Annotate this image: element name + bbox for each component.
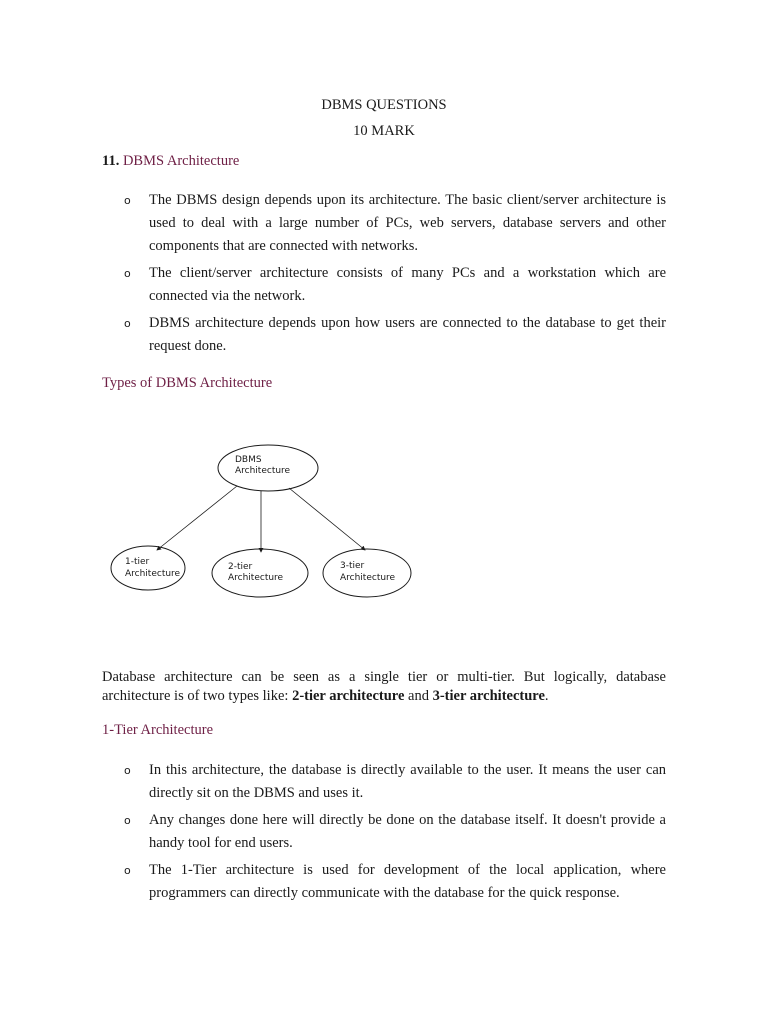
node-1tier-label-2: Architecture: [125, 569, 181, 579]
list-item: [102, 262, 666, 308]
section-title: DBMS Architecture: [122, 153, 240, 169]
root-node-label-2: Architecture: [235, 466, 291, 476]
document-subtitle: 10 MARK: [353, 123, 415, 139]
list-item: [102, 312, 666, 358]
list-item: [102, 759, 666, 805]
bullet-marker: o: [124, 194, 131, 207]
types-heading: Types of DBMS Architecture: [102, 375, 273, 391]
one-tier-bullet-list: [102, 759, 666, 909]
root-node-label-1: DBMS: [235, 455, 262, 465]
section-heading: [102, 152, 239, 170]
bullet-text: DBMS architecture depends upon how users are connected to the database to get their request done.: [149, 315, 666, 354]
summary-conjunction: and: [404, 688, 433, 704]
bullet-marker: o: [124, 864, 131, 877]
architecture-diagram: [105, 438, 415, 603]
list-item: [102, 859, 666, 905]
list-item: [102, 809, 666, 855]
summary-bold-2tier: 2-tier architecture: [292, 688, 405, 704]
document-title: DBMS QUESTIONS: [321, 97, 447, 113]
one-tier-heading: 1-Tier Architecture: [102, 722, 214, 738]
bullet-text: The client/server architecture consists of many PCs and a workstation which are connected via the network.: [149, 265, 666, 304]
bullet-text: The 1-Tier architecture is used for development of the local application, where programmers can directly communicate with the database for the quick response.: [149, 862, 666, 901]
bullet-text: The DBMS design depends upon its architecture. The basic client/server architecture is used to deal with a large number of PCs, web servers, database servers and other components that are connected with networks.: [149, 192, 666, 254]
node-3tier-label-2: Architecture: [340, 573, 396, 583]
summary-paragraph: [102, 668, 666, 706]
section-bullet-list: [102, 189, 666, 362]
node-1tier: [111, 546, 185, 590]
bullet-text: In this architecture, the database is directly available to the user. It means the user can directly sit on the DBMS and uses it.: [149, 762, 666, 801]
summary-bold-3tier: 3-tier architecture: [432, 688, 545, 704]
node-2tier-label-2: Architecture: [228, 573, 284, 583]
edge-to-3tier: [289, 488, 365, 550]
section-number: 11.: [102, 153, 120, 169]
edge-to-1tier: [157, 486, 237, 550]
bullet-marker: o: [124, 814, 131, 827]
summary-end: .: [544, 688, 549, 704]
bullet-marker: o: [124, 317, 131, 330]
node-1tier-label-1: 1-tier: [125, 557, 150, 567]
bullet-text: Any changes done here will directly be done on the database itself. It doesn't provide a handy tool for end users.: [149, 812, 666, 851]
summary-text: Database architecture can be seen as a single tier or multi-tier. But logically, database architecture is of two types like:: [102, 669, 666, 704]
bullet-marker: o: [124, 267, 131, 280]
list-item: [102, 189, 666, 258]
bullet-marker: o: [124, 764, 131, 777]
node-3tier-label-1: 3-tier: [340, 561, 365, 571]
node-2tier-label-1: 2-tier: [228, 562, 253, 572]
